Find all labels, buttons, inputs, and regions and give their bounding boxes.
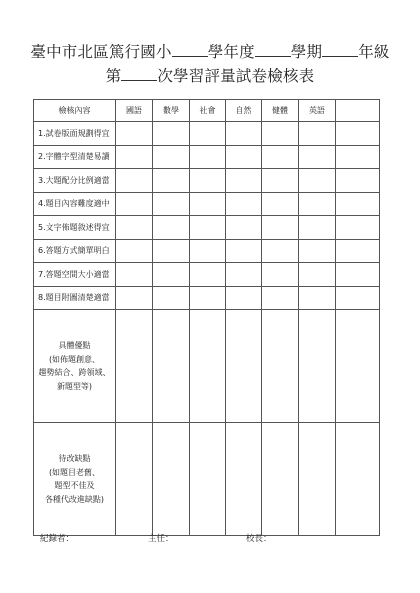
school-year-label: 學年度: [207, 43, 255, 61]
check-cell[interactable]: [190, 239, 226, 263]
column-header-blank: [336, 100, 380, 122]
check-cell[interactable]: [262, 286, 299, 310]
weaknesses-cell[interactable]: [299, 423, 336, 536]
director-signature-label: 主任：: [148, 534, 174, 544]
check-cell[interactable]: [299, 145, 336, 169]
weaknesses-cell[interactable]: [153, 423, 190, 536]
table-row: [34, 216, 380, 240]
check-cell[interactable]: [190, 192, 226, 216]
weaknesses-cell[interactable]: [336, 423, 380, 536]
weaknesses-cell[interactable]: [190, 423, 226, 536]
check-cell[interactable]: [299, 286, 336, 310]
strengths-line: 新題型等): [56, 381, 93, 391]
check-cell[interactable]: [299, 122, 336, 146]
check-cell[interactable]: [116, 216, 153, 240]
check-cell[interactable]: [116, 286, 153, 310]
strengths-row: [34, 310, 380, 423]
check-cell[interactable]: [153, 145, 190, 169]
check-cell[interactable]: [262, 192, 299, 216]
weaknesses-line: 題型不佳及: [54, 481, 95, 490]
check-cell[interactable]: [226, 192, 262, 216]
check-cell[interactable]: [116, 169, 153, 193]
semester-blank[interactable]: [255, 42, 291, 57]
strengths-title: 具體優點: [58, 341, 91, 350]
check-cell[interactable]: [299, 192, 336, 216]
check-cell[interactable]: [226, 169, 262, 193]
strengths-cell[interactable]: [190, 310, 226, 423]
check-cell[interactable]: [153, 122, 190, 146]
check-cell[interactable]: [116, 239, 153, 263]
strengths-cell[interactable]: [299, 310, 336, 423]
check-cell[interactable]: [336, 169, 380, 193]
check-cell[interactable]: [336, 122, 380, 146]
check-cell[interactable]: [336, 216, 380, 240]
strengths-cell[interactable]: [336, 310, 380, 423]
check-cell[interactable]: [336, 239, 380, 263]
grade-blank[interactable]: [322, 42, 358, 57]
check-cell[interactable]: [226, 286, 262, 310]
table-row: [34, 145, 380, 169]
column-header-criteria: 檢核內容: [34, 100, 116, 122]
check-cell[interactable]: [299, 239, 336, 263]
check-cell[interactable]: [336, 145, 380, 169]
strengths-cell[interactable]: [226, 310, 262, 423]
table-row: [34, 286, 380, 310]
check-cell[interactable]: [262, 169, 299, 193]
check-cell[interactable]: [153, 239, 190, 263]
strengths-cell[interactable]: [153, 310, 190, 423]
check-cell[interactable]: [226, 239, 262, 263]
weaknesses-cell[interactable]: [226, 423, 262, 536]
criteria-label: 3.大題配分比例適當: [34, 169, 116, 193]
criteria-label: 4.題目內容難度適中: [34, 192, 116, 216]
check-cell[interactable]: [262, 145, 299, 169]
exam-number-prefix: 第: [105, 67, 122, 85]
weaknesses-label: [34, 423, 116, 536]
check-cell[interactable]: [262, 216, 299, 240]
criteria-label: 7.答題空間大小適當: [34, 263, 116, 287]
check-cell[interactable]: [190, 216, 226, 240]
semester-label: 學期: [290, 43, 323, 61]
check-cell[interactable]: [299, 216, 336, 240]
check-cell[interactable]: [190, 286, 226, 310]
weaknesses-title: 待改缺點: [58, 454, 91, 463]
grade-label: 年級: [358, 43, 390, 61]
school-name: 臺中市北區篤行國小: [30, 43, 172, 61]
recorder-signature-label: 紀錄者：: [40, 534, 75, 544]
check-cell[interactable]: [299, 169, 336, 193]
strengths-label: [34, 310, 116, 423]
check-cell[interactable]: [153, 216, 190, 240]
check-cell[interactable]: [299, 263, 336, 287]
column-header-english: 英語: [299, 100, 336, 122]
table-header-row: [34, 100, 380, 122]
weaknesses-line: (如題目老舊、: [48, 467, 101, 477]
check-cell[interactable]: [226, 145, 262, 169]
column-header-health-pe: 健體: [262, 100, 299, 122]
column-header-chinese: 國語: [116, 100, 153, 122]
column-header-social: 社會: [190, 100, 226, 122]
check-cell[interactable]: [116, 263, 153, 287]
check-cell[interactable]: [190, 145, 226, 169]
strengths-line: (如佈題創意、: [48, 354, 101, 364]
column-header-math: 數學: [153, 100, 190, 122]
check-cell[interactable]: [116, 145, 153, 169]
exam-number-blank[interactable]: [121, 66, 157, 81]
strengths-cell[interactable]: [262, 310, 299, 423]
criteria-label: 8.題目附圖清楚適當: [34, 286, 116, 310]
check-cell[interactable]: [116, 122, 153, 146]
check-cell[interactable]: [262, 263, 299, 287]
check-cell[interactable]: [336, 286, 380, 310]
table-row: [34, 192, 380, 216]
table-row: [34, 169, 380, 193]
principal-signature-label: 校長：: [246, 534, 272, 544]
form-name: 次學習評量試卷檢核表: [157, 67, 315, 85]
check-cell[interactable]: [190, 263, 226, 287]
column-header-science: 自然: [226, 100, 262, 122]
check-cell[interactable]: [153, 169, 190, 193]
weaknesses-row: [34, 423, 380, 536]
check-cell[interactable]: [336, 192, 380, 216]
check-cell[interactable]: [190, 122, 226, 146]
check-cell[interactable]: [153, 263, 190, 287]
weaknesses-line: 各種代改進缺點): [44, 494, 105, 504]
check-cell[interactable]: [190, 169, 226, 193]
check-cell[interactable]: [262, 122, 299, 146]
school-year-blank[interactable]: [172, 42, 208, 57]
check-cell[interactable]: [116, 192, 153, 216]
check-cell[interactable]: [153, 286, 190, 310]
weaknesses-cell[interactable]: [116, 423, 153, 536]
check-cell[interactable]: [153, 192, 190, 216]
table-row: [34, 122, 380, 146]
table-row: [34, 239, 380, 263]
table-row: [34, 263, 380, 287]
strengths-cell[interactable]: [116, 310, 153, 423]
check-cell[interactable]: [226, 216, 262, 240]
criteria-label: 1.試卷版面規劃得宜: [34, 122, 116, 146]
form-title-line-1: [0, 40, 420, 62]
weaknesses-cell[interactable]: [262, 423, 299, 536]
check-cell[interactable]: [226, 263, 262, 287]
form-title-line-2: [0, 64, 420, 86]
checklist-table: [33, 99, 380, 536]
check-cell[interactable]: [262, 239, 299, 263]
strengths-line: 趨勢結合、跨領域、: [38, 368, 111, 377]
criteria-label: 2.字體字型清楚易讀: [34, 145, 116, 169]
criteria-label: 6.答題方式簡單明白: [34, 239, 116, 263]
check-cell[interactable]: [226, 122, 262, 146]
check-cell[interactable]: [336, 263, 380, 287]
criteria-label: 5.文字佈題敘述得宜: [34, 216, 116, 240]
